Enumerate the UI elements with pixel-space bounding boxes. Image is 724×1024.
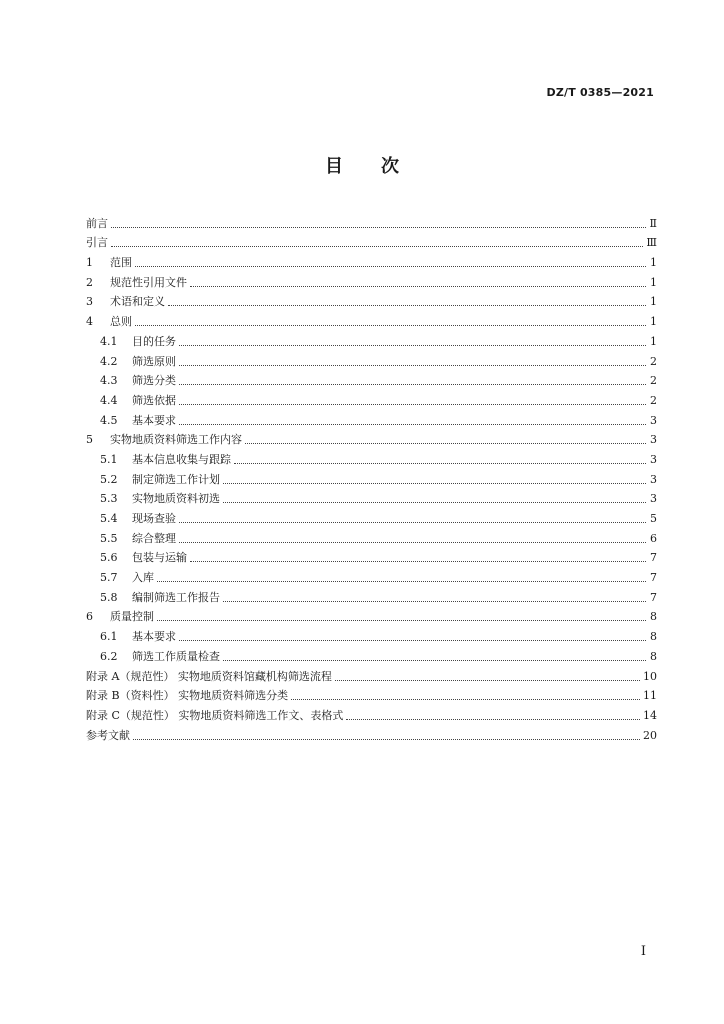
toc-entry-page: 1 [650, 256, 657, 270]
toc-entry-label: 术语和定义 [110, 295, 165, 309]
dot-leader [179, 542, 646, 543]
dot-leader [179, 404, 646, 405]
dot-leader [223, 660, 646, 661]
dot-leader [346, 719, 640, 720]
toc-entry-page: 20 [643, 728, 657, 742]
toc-entry[interactable] [86, 664, 657, 684]
standard-code: DZ/T 0385—2021 [546, 86, 654, 99]
toc-entry[interactable] [86, 565, 657, 585]
dot-leader [179, 640, 646, 641]
toc-entry-label: 附录 B（资料性） 实物地质资料筛选分类 [86, 689, 289, 703]
toc-entry[interactable] [86, 211, 657, 231]
toc-entry-page: 14 [643, 708, 657, 722]
toc-entry-number: 4.2 [100, 354, 118, 368]
dot-leader [135, 325, 646, 326]
toc-entry[interactable] [86, 684, 657, 704]
toc-entry-number: 1 [86, 256, 93, 270]
toc-entry[interactable] [86, 723, 657, 743]
dot-leader [179, 365, 646, 366]
toc-entry-page: 1 [650, 334, 657, 348]
toc-entry-label: 参考文献 [86, 728, 130, 742]
toc-entry[interactable] [86, 585, 657, 605]
toc-entry[interactable] [86, 369, 657, 389]
toc-entry-label: 编制筛选工作报告 [132, 590, 220, 604]
toc-entry-number: 6 [86, 610, 93, 624]
toc-entry-label: 现场查验 [132, 512, 176, 525]
toc-entry[interactable] [86, 467, 657, 487]
toc-entry-page: 8 [650, 649, 657, 663]
toc-entry[interactable] [86, 644, 657, 664]
title-char: 目 [325, 156, 343, 177]
toc-entry-number: 5.7 [100, 571, 118, 585]
dot-leader [133, 739, 640, 740]
toc-entry-page: 11 [643, 689, 657, 703]
toc-entry-number: 5.3 [100, 492, 118, 506]
toc-entry-page: 7 [650, 551, 657, 565]
toc-entry-page: 7 [650, 571, 657, 585]
dot-leader [179, 424, 646, 425]
dot-leader [291, 699, 640, 700]
toc-entry-label: 总则 [110, 315, 132, 329]
toc-entry-label: 实物地质资料筛选工作内容 [110, 433, 242, 447]
toc-entry[interactable] [86, 270, 657, 290]
toc-entry-label: 质量控制 [110, 610, 154, 624]
toc-entry-label: 筛选原则 [132, 354, 176, 368]
toc-entry-label: 范围 [110, 256, 132, 270]
dot-leader [245, 443, 646, 444]
toc-entry-label: 筛选工作质量检查 [132, 649, 220, 663]
dot-leader [111, 246, 643, 247]
toc-entry-number: 4.4 [100, 393, 118, 407]
toc-entry-page: 1 [650, 275, 657, 289]
toc-entry[interactable] [86, 447, 657, 467]
page-title [0, 152, 724, 178]
dot-leader [157, 581, 646, 582]
toc-entry-number: 5 [86, 433, 93, 447]
dot-leader [234, 463, 646, 464]
toc-entry-number: 5.6 [100, 551, 118, 565]
toc-entry[interactable] [86, 231, 657, 251]
toc-entry-number: 4 [86, 315, 93, 329]
toc-entry-page: 2 [650, 374, 657, 388]
toc-entry-page: 3 [650, 433, 657, 447]
dot-leader [223, 601, 646, 602]
toc-entry-number: 5.2 [100, 472, 118, 486]
toc-entry[interactable] [86, 487, 657, 507]
toc-entry-label: 制定筛选工作计划 [132, 472, 220, 486]
toc-entry-label: 附录 A（规范性） 实物地质资料馆藏机构筛选流程 [86, 669, 332, 683]
dot-leader [157, 620, 646, 621]
toc-entry-number: 6.1 [100, 630, 118, 644]
dot-leader [179, 522, 646, 523]
toc-entry[interactable] [86, 703, 657, 723]
toc-entry-page: 1 [650, 315, 657, 329]
table-of-contents [86, 211, 657, 743]
dot-leader [111, 227, 646, 228]
toc-entry-label: 附录 C（规范性） 实物地质资料筛选工作文、表格式 [86, 708, 344, 722]
toc-entry-label: 实物地质资料初选 [132, 492, 220, 506]
toc-entry[interactable] [86, 624, 657, 644]
dot-leader [179, 345, 646, 346]
toc-entry-number: 5.8 [100, 590, 118, 604]
toc-entry[interactable] [86, 309, 657, 329]
toc-entry[interactable] [86, 526, 657, 546]
toc-entry-label: 入库 [132, 571, 154, 585]
toc-entry-page: Ⅲ [646, 236, 657, 250]
toc-entry-page: 2 [650, 354, 657, 368]
toc-entry-number: 4.5 [100, 413, 118, 427]
toc-entry-number: 4.3 [100, 374, 118, 388]
toc-entry-label: 基本信息收集与跟踪 [132, 452, 231, 466]
toc-entry-number: 5.5 [100, 531, 118, 545]
toc-entry-number: 3 [86, 295, 93, 309]
dot-leader [179, 384, 646, 385]
toc-entry-page: 3 [650, 492, 657, 506]
toc-entry-number: 2 [86, 275, 93, 289]
toc-entry-page: 1 [650, 295, 657, 309]
toc-entry-label: 筛选分类 [132, 374, 176, 388]
toc-entry-label: 目的任务 [132, 334, 176, 348]
toc-entry-page: 2 [650, 393, 657, 407]
toc-entry-label: 引言 [86, 236, 108, 250]
dot-leader [190, 286, 646, 287]
toc-entry-number: 5.1 [100, 452, 118, 466]
toc-entry-label: 综合整理 [132, 531, 176, 545]
toc-entry-page: 3 [650, 472, 657, 486]
toc-entry[interactable] [86, 428, 657, 448]
toc-entry[interactable] [86, 329, 657, 349]
dot-leader [335, 680, 640, 681]
toc-entry-number: 4.1 [100, 334, 118, 348]
dot-leader [190, 561, 646, 562]
toc-entry-label: 筛选依据 [132, 393, 176, 407]
toc-entry-page: 8 [650, 610, 657, 624]
dot-leader [168, 305, 646, 306]
toc-entry-label: 规范性引用文件 [110, 275, 187, 289]
toc-entry-label: 前言 [86, 216, 108, 230]
page-number: I [640, 944, 646, 959]
toc-entry-page: 6 [650, 531, 657, 545]
toc-entry-page: 8 [650, 630, 657, 644]
dot-leader [223, 483, 646, 484]
toc-entry-label: 基本要求 [132, 413, 176, 427]
toc-entry-page: 3 [650, 452, 657, 466]
toc-entry-page: 10 [643, 669, 657, 683]
toc-entry[interactable] [86, 388, 657, 408]
toc-entry-page: Ⅱ [649, 216, 657, 230]
toc-entry[interactable] [86, 546, 657, 566]
toc-entry[interactable] [86, 506, 657, 526]
toc-entry[interactable] [86, 250, 657, 270]
toc-entry-page: 7 [650, 590, 657, 604]
title-char: 次 [381, 156, 399, 177]
dot-leader [223, 502, 646, 503]
toc-entry[interactable] [86, 349, 657, 369]
toc-entry-page: 5 [650, 512, 657, 525]
toc-entry[interactable] [86, 408, 657, 428]
toc-entry-label: 包装与运输 [132, 551, 187, 565]
toc-entry-number: 5.4 [100, 512, 118, 525]
toc-entry[interactable] [86, 290, 657, 310]
toc-entry[interactable] [86, 605, 657, 625]
dot-leader [135, 266, 646, 267]
toc-entry-page: 3 [650, 413, 657, 427]
toc-entry-label: 基本要求 [132, 630, 176, 644]
toc-entry-number: 6.2 [100, 649, 118, 663]
